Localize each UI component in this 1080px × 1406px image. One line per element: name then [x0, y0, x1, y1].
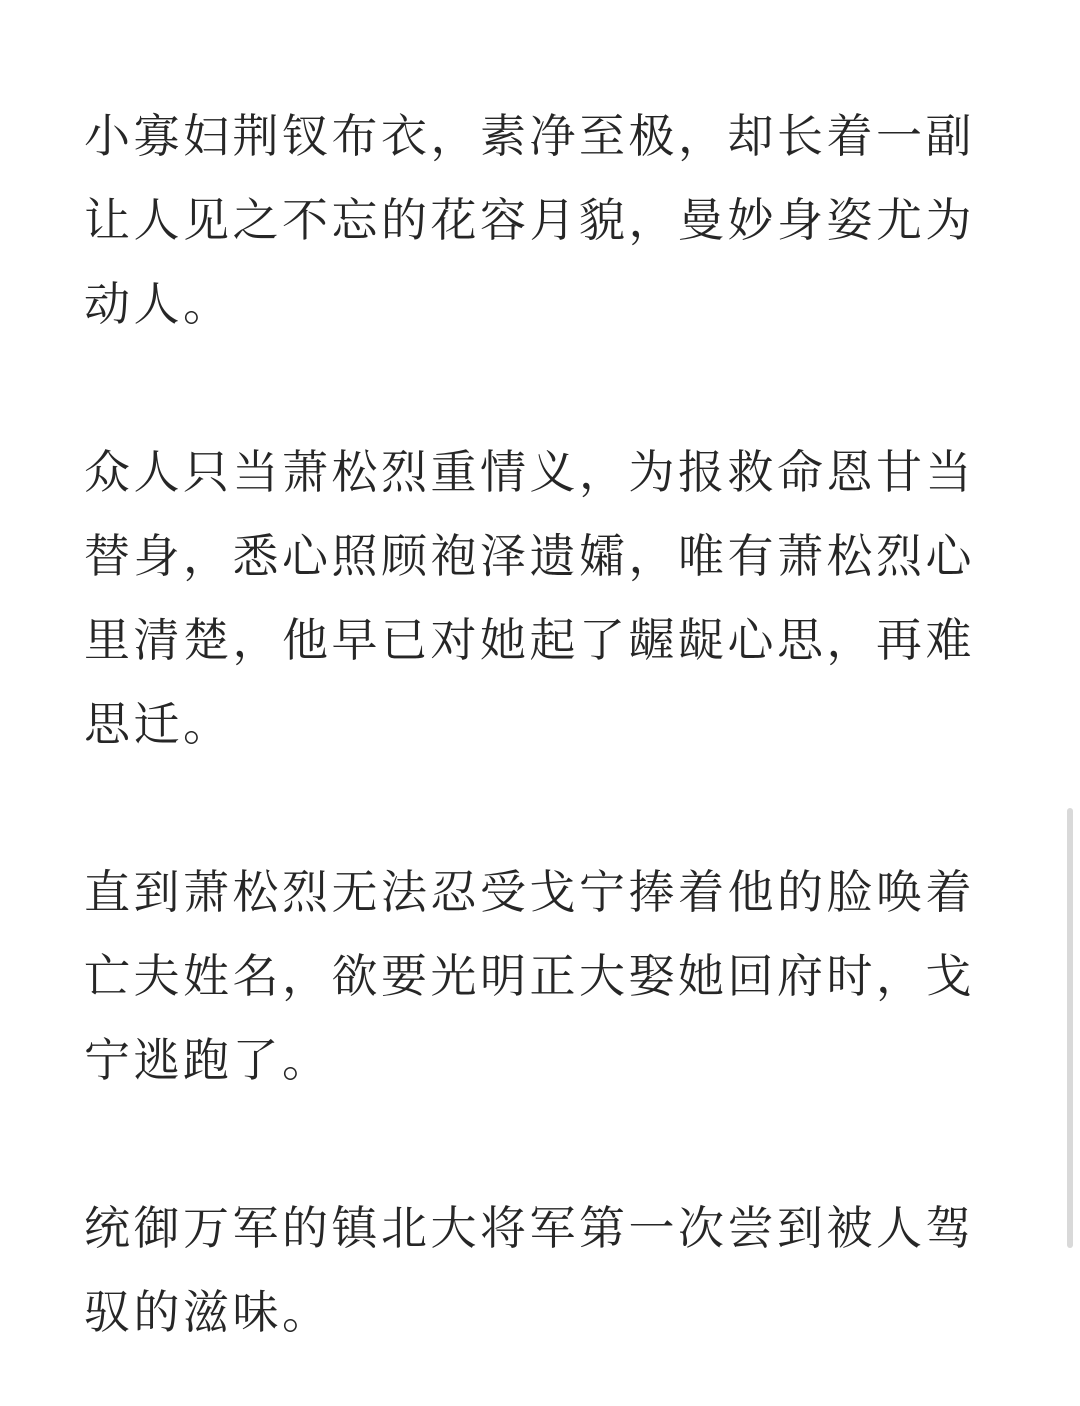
text-line: 亡夫姓名，欲要光明正大娶她回府时，戈 [84, 949, 975, 1003]
text-line: 替身，悉心照顾袍泽遗孀，唯有萧松烈心 [84, 529, 975, 583]
article-body [84, 94, 1004, 1406]
paragraph-2 [84, 430, 1004, 766]
text-line: 宁逃跑了。 [84, 1033, 332, 1087]
text-line: 众人只当萧松烈重情义，为报救命恩甘当 [84, 445, 975, 499]
paragraph-1 [84, 94, 1004, 346]
vertical-scrollbar[interactable] [1067, 808, 1073, 1248]
paragraph-4 [84, 1186, 1004, 1354]
text-line: 里清楚，他早已对她起了龌龊心思，再难 [84, 613, 975, 667]
text-line: 让人见之不忘的花容月貌，曼妙身姿尤为 [84, 193, 975, 247]
text-line: 驭的滋味。 [84, 1285, 332, 1339]
text-line: 小寡妇荆钗布衣，素净至极，却长着一副 [84, 109, 975, 163]
text-line: 动人。 [84, 277, 233, 331]
text-line: 统御万军的镇北大将军第一次尝到被人驾 [84, 1201, 975, 1255]
paragraph-3 [84, 850, 1004, 1102]
text-line: 直到萧松烈无法忍受戈宁捧着他的脸唤着 [84, 865, 975, 919]
text-line: 思迁。 [84, 697, 233, 751]
